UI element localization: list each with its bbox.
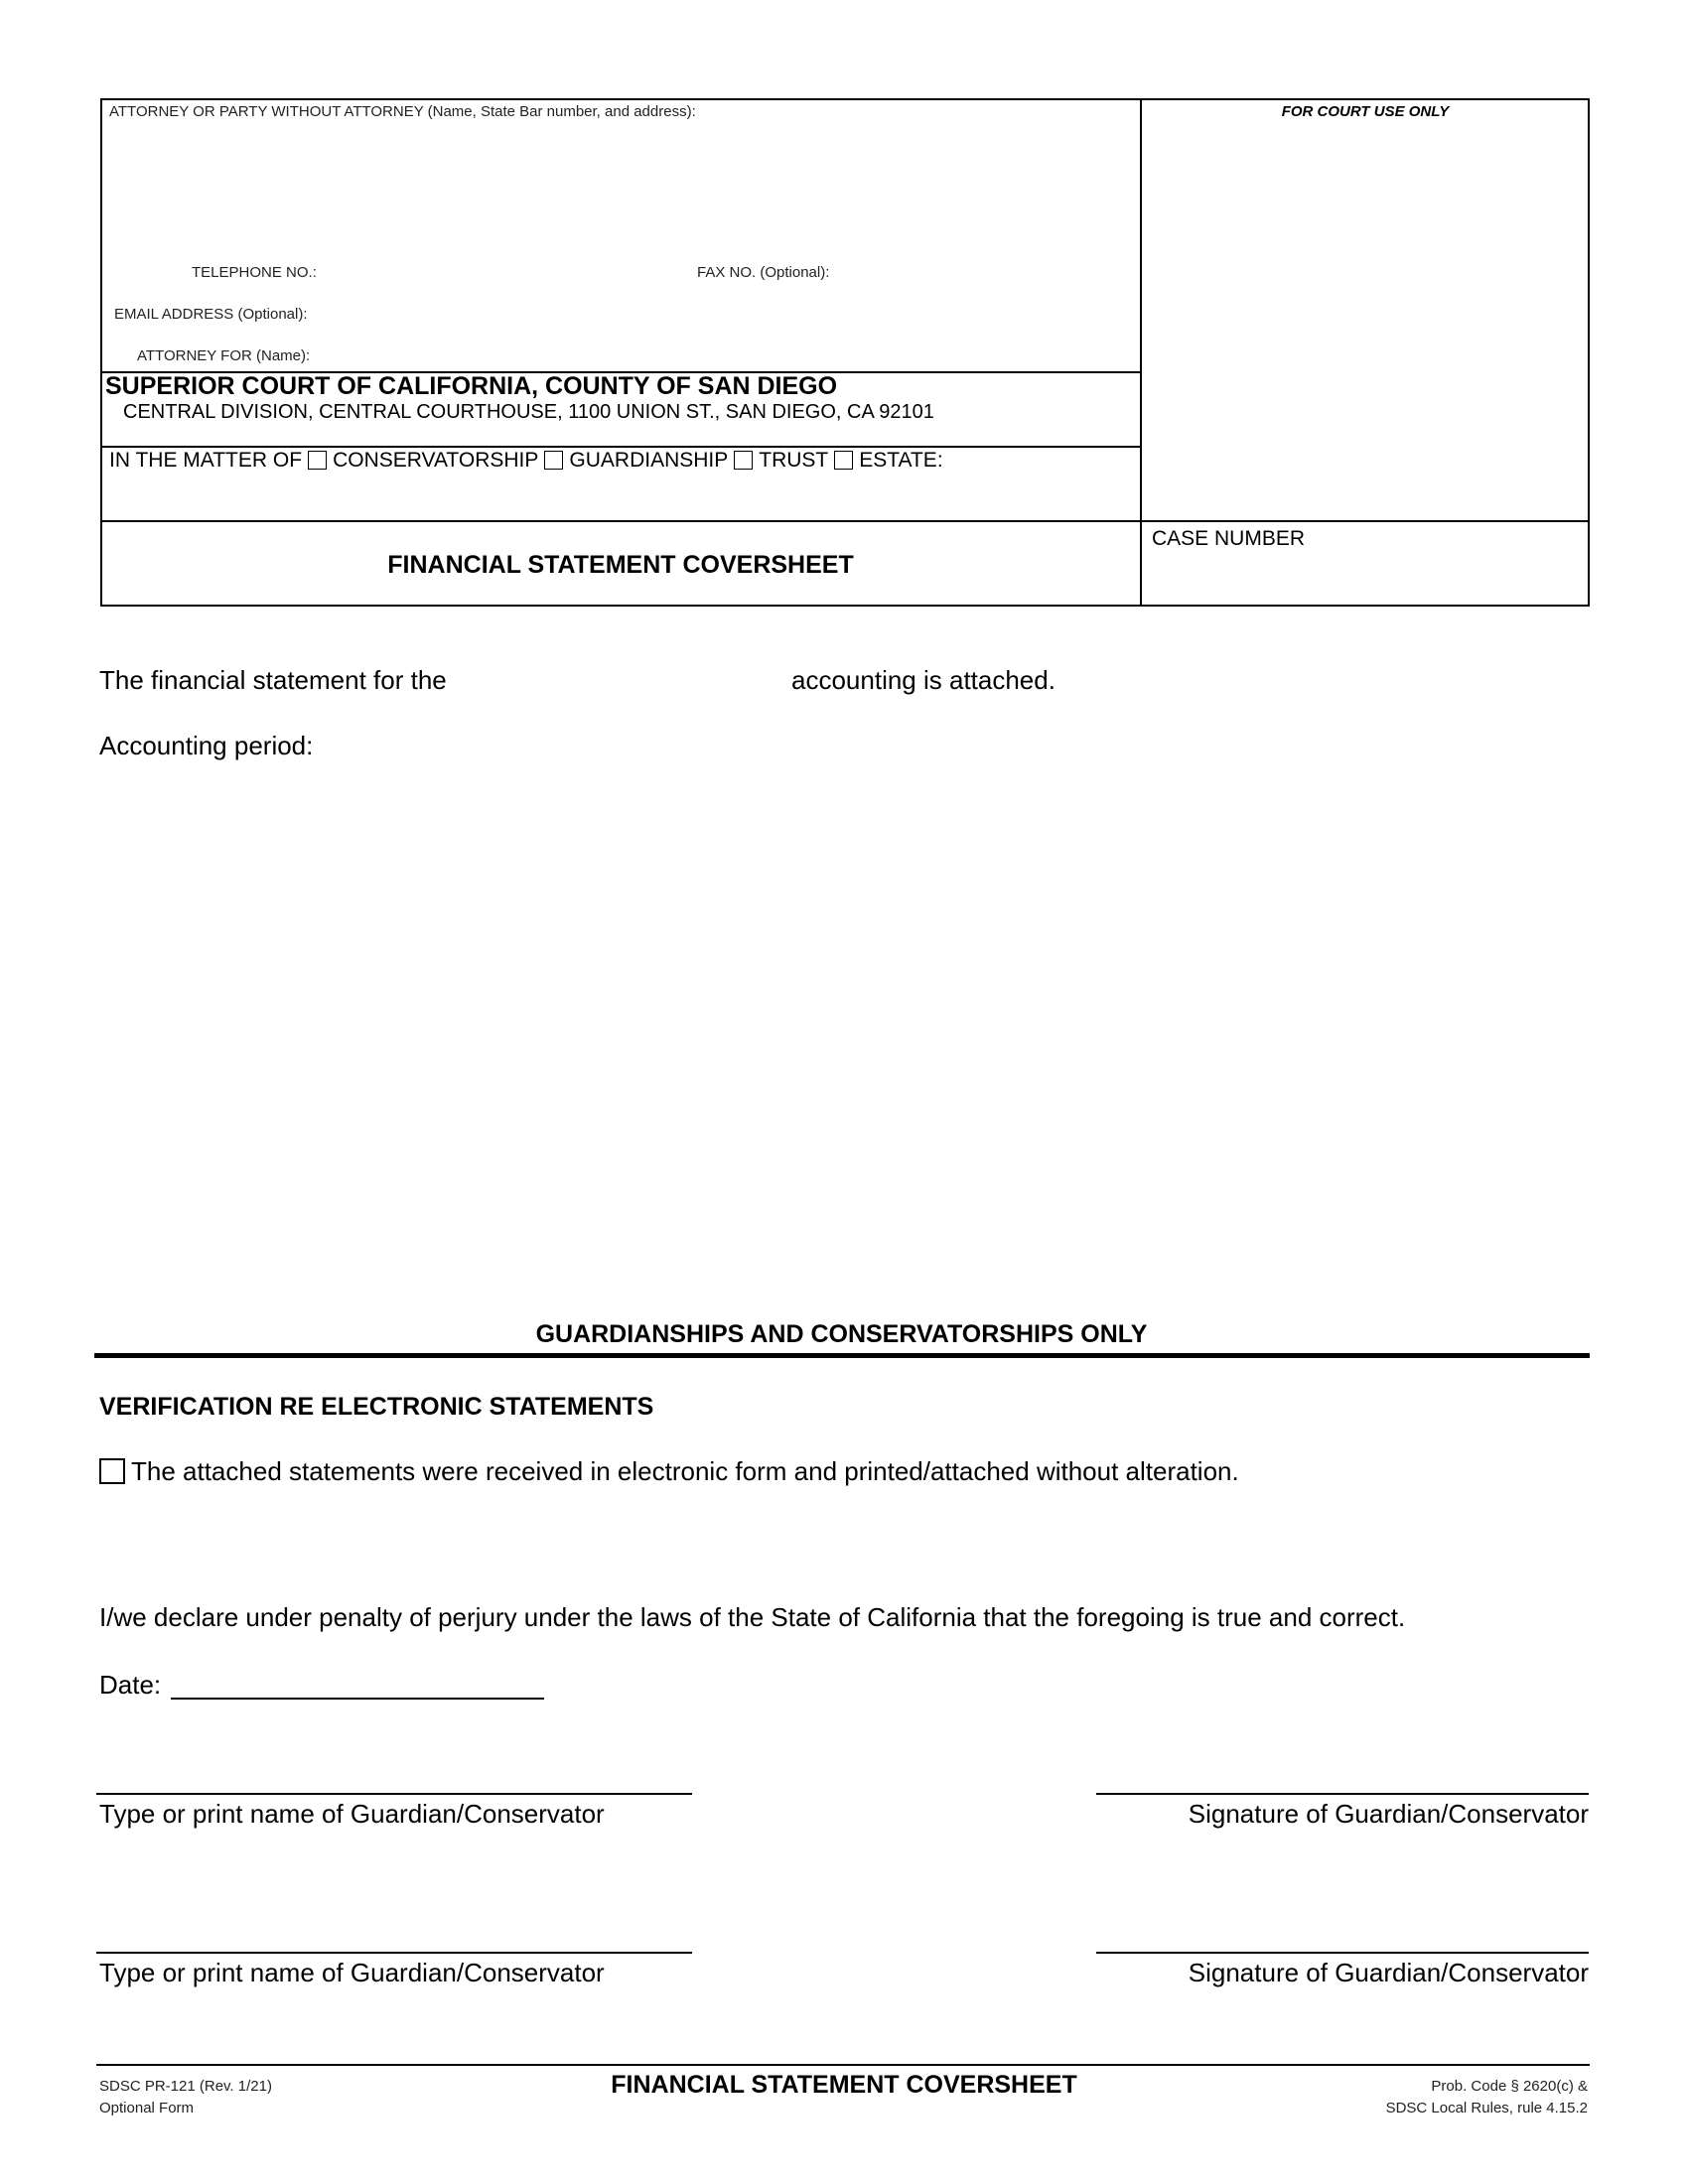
telephone-label: TELEPHONE NO.: [192, 264, 317, 281]
fax-label: FAX NO. (Optional): [697, 264, 830, 281]
signature-label-1: Signature of Guardian/Conservator [1188, 1799, 1589, 1829]
date-line[interactable] [171, 1698, 544, 1700]
verification-heading: VERIFICATION RE ELECTRONIC STATEMENTS [99, 1393, 654, 1421]
accounting-period-field[interactable] [338, 729, 834, 762]
matter-prefix: IN THE MATTER OF [109, 449, 303, 472]
email-label: EMAIL ADDRESS (Optional): [114, 306, 308, 323]
declaration-text: I/we declare under penalty of perjury under the laws of the State of California that the foregoing is true and correct. [99, 1602, 1406, 1632]
estate-label: ESTATE: [859, 449, 943, 472]
form-type: Optional Form [99, 2100, 195, 2116]
name-label-2: Type or print name of Guardian/Conservator [99, 1958, 605, 1987]
conservatorship-checkbox[interactable] [308, 451, 327, 470]
accounting-type-field[interactable] [477, 663, 784, 697]
estate-checkbox[interactable] [834, 451, 853, 470]
name-line-2[interactable] [96, 1952, 692, 1954]
guardianship-checkbox[interactable] [544, 451, 563, 470]
code-reference: Prob. Code § 2620(c) & [1431, 2078, 1588, 2095]
signature-line-2[interactable] [1096, 1952, 1589, 1954]
electronic-statement-row [99, 1456, 1239, 1487]
signature-label-2: Signature of Guardian/Conservator [1188, 1958, 1589, 1987]
date-label: Date: [99, 1670, 162, 1700]
court-use-label: FOR COURT USE ONLY [1281, 103, 1450, 120]
conservatorship-label: CONSERVATORSHIP [333, 449, 539, 472]
signature-line-1[interactable] [1096, 1793, 1589, 1795]
footer-right [1192, 2076, 1588, 2119]
matter-line [109, 449, 943, 473]
case-number-label: CASE NUMBER [1152, 527, 1306, 550]
accounting-period-label: Accounting period: [99, 731, 314, 760]
electronic-statement-checkbox[interactable] [99, 1458, 125, 1484]
statement-line-end: accounting is attached. [791, 665, 1055, 695]
footer-title: FINANCIAL STATEMENT COVERSHEET [611, 2071, 1077, 2099]
guardianship-label: GUARDIANSHIP [569, 449, 729, 472]
section-divider [94, 1353, 1590, 1358]
name-line-1[interactable] [96, 1793, 692, 1795]
statement-line-start: The financial statement for the [99, 665, 447, 695]
attorney-for-label: ATTORNEY FOR (Name): [137, 347, 311, 364]
name-label-1: Type or print name of Guardian/Conservator [99, 1799, 605, 1829]
electronic-statement-text: The attached statements were received in electronic form and printed/attached without alteration. [131, 1456, 1239, 1486]
footer-rule [96, 2064, 1590, 2066]
guardianship-section-title: GUARDIANSHIPS AND CONSERVATORSHIPS ONLY [535, 1320, 1148, 1348]
court-address: CENTRAL DIVISION, CENTRAL COURTHOUSE, 1100 UNION ST., SAN DIEGO, CA 92101 [123, 401, 934, 423]
form-title: FINANCIAL STATEMENT COVERSHEET [387, 551, 854, 579]
rules-reference: SDSC Local Rules, rule 4.15.2 [1385, 2100, 1588, 2116]
trust-label: TRUST [759, 449, 829, 472]
form-number: SDSC PR-121 (Rev. 1/21) [99, 2078, 272, 2095]
trust-checkbox[interactable] [734, 451, 753, 470]
attorney-label: ATTORNEY OR PARTY WITHOUT ATTORNEY (Name, State Bar number, and address): [109, 103, 696, 120]
court-name: SUPERIOR COURT OF CALIFORNIA, COUNTY OF SAN DIEGO [105, 372, 838, 400]
footer-left [99, 2076, 272, 2119]
